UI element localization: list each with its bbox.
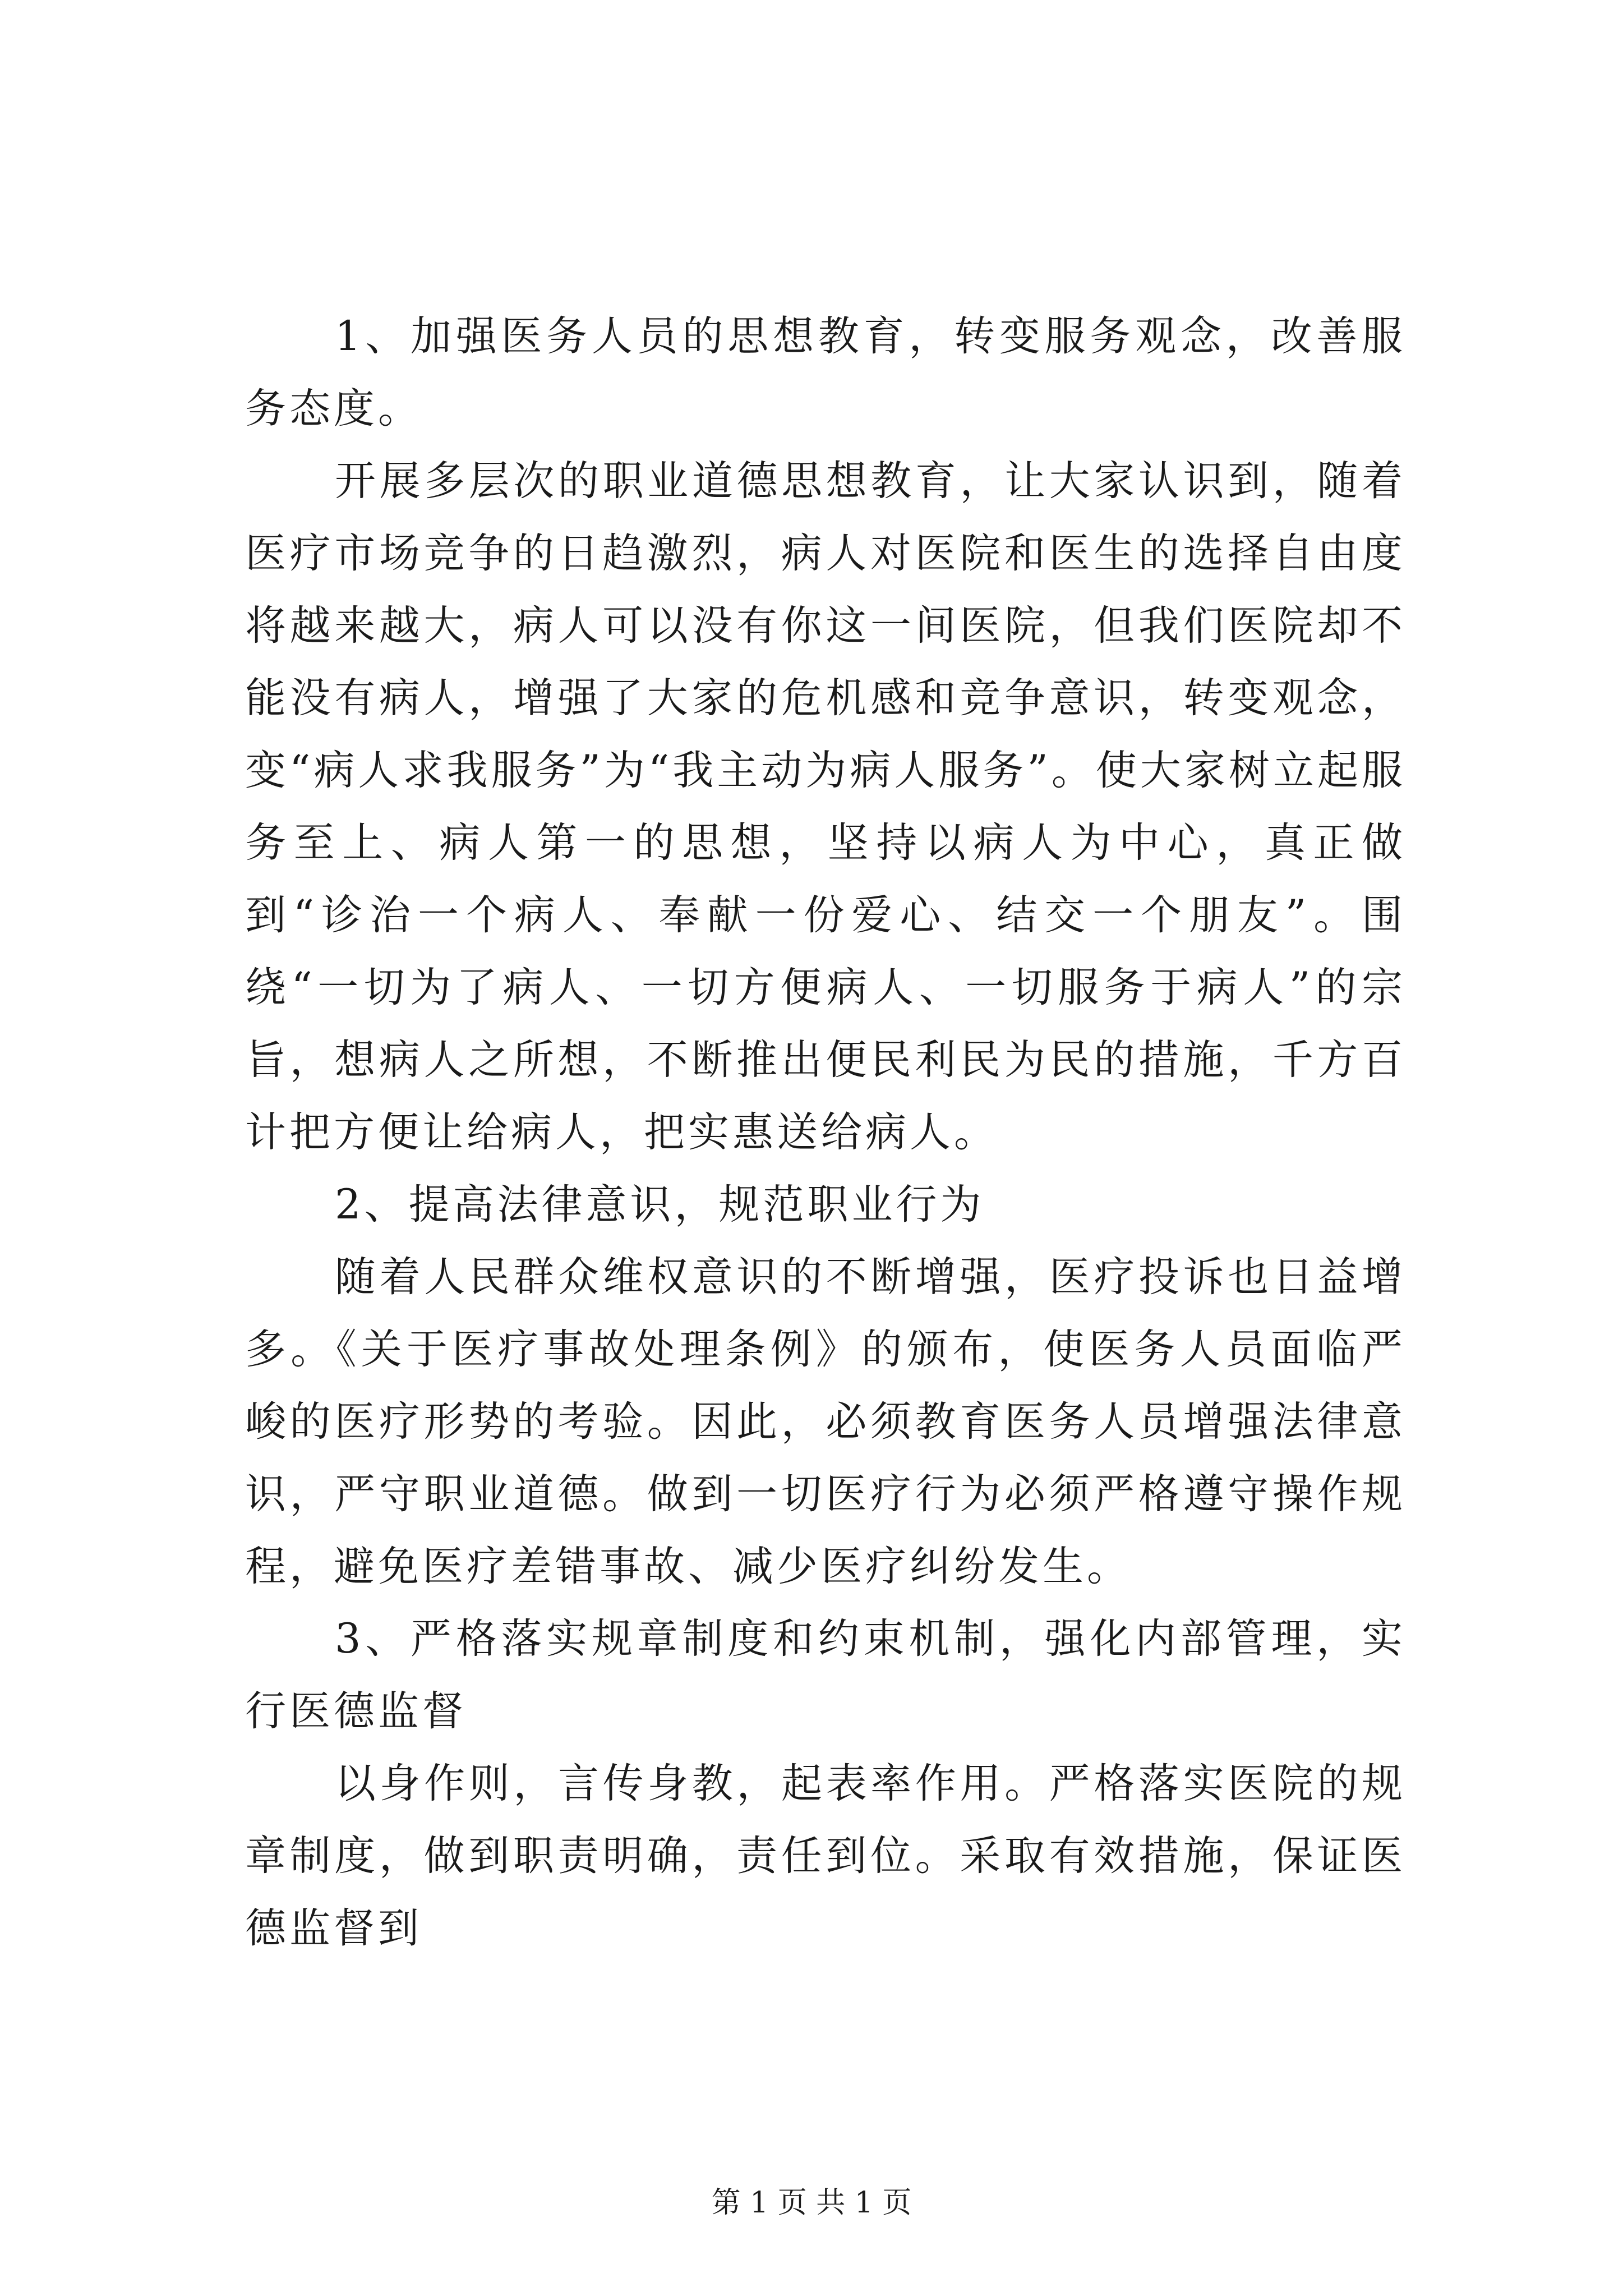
section-3-body: 以身作则，言传身教，起表率作用。严格落实医院的规章制度，做到职责明确，责任到位。采取有效措施，保证医德监督到 xyxy=(245,1760,1406,1952)
page-footer: 第 1 页 共 1 页 xyxy=(711,2186,912,2220)
section-1-body: 开展多层次的职业道德思想教育，让大家认识到，随着医疗市场竞争的日趋激烈，病人对医院和医生的选择自由度将越来越大，病人可以没有你这一间医院，但我们医院却不能没有病人，增强了大家的危机感和竞争意识，转变观念，变“病人求我服务”为“我主动为病人服务”。使大家树立起服务至上、病人第一的思想，坚持以病人为中心，真正做到“诊治一个病人、奉献一份爱心、结交一个朋友”。围绕“一切为了病人、一切方便病人、一切服务于病人”的宗旨，想病人之所想，不断推出便民利民为民的措施，千方百计把方便让给病人，把实惠送给病人。 xyxy=(245,457,1406,1156)
section-1-heading: 1、加强医务人员的思想教育，转变服务观念，改善服务态度。 xyxy=(245,312,1406,432)
section-3-heading: 3、严格落实规章制度和约束机制，强化内部管理，实行医德监督 xyxy=(245,1615,1406,1735)
section-2-heading: 2、提高法律意识，规范职业行为 xyxy=(335,1181,985,1228)
document-body xyxy=(245,300,1406,1964)
section-2-body: 随着人民群众维权意识的不断增强，医疗投诉也日益增多。《关于医疗事故处理条例》的颁布，使医务人员面临严峻的医疗形势的考验。因此，必须教育医务人员增强法律意识，严守职业道德。做到一切医疗行为必须严格遵守操作规程，避免医疗差错事故、减少医疗纠纷发生。 xyxy=(245,1253,1406,1590)
